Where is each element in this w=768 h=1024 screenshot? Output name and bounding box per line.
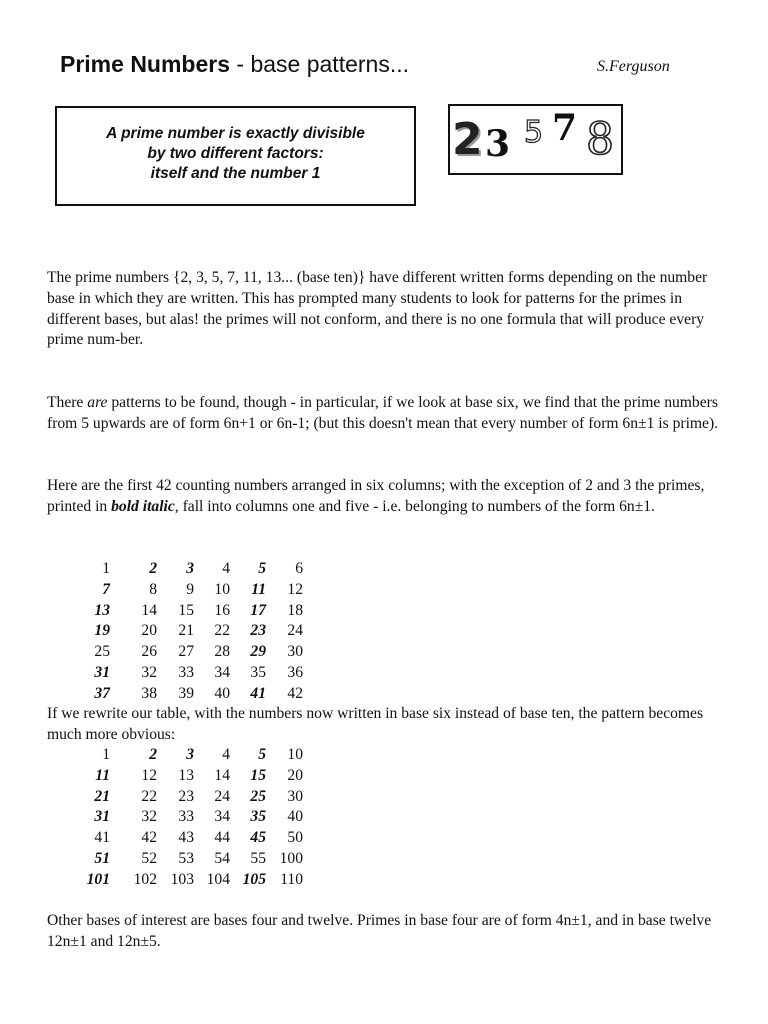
number-cell: 30 <box>287 787 303 805</box>
table-row <box>70 601 303 622</box>
other-bases-paragraph: Other bases of interest are bases four and twelve. Primes in base four are of form 4n±1, and in base twelve 12n±1 and 12n±5. <box>47 912 712 950</box>
table-row <box>70 870 303 891</box>
number-cell: 53 <box>178 849 194 867</box>
table-row <box>70 559 303 580</box>
number-cell: 21 <box>178 622 194 640</box>
number-cell: 15 <box>178 601 194 619</box>
number-cell: 54 <box>214 849 230 867</box>
title-subtitle: - base patterns... <box>230 51 409 77</box>
number-cell: 50 <box>287 829 303 847</box>
p3-bold-italic: bold italic <box>111 497 175 515</box>
prime-number-cell: 13 <box>94 601 110 619</box>
number-cell: 41 <box>94 829 110 847</box>
digit-2: 2 <box>452 114 483 165</box>
digit-8: 8 <box>586 114 614 165</box>
prime-number-cell: 51 <box>94 849 110 867</box>
number-cell: 10 <box>287 746 303 763</box>
number-cell: 42 <box>141 829 157 847</box>
number-cell: 23 <box>178 787 194 805</box>
prime-number-cell: 41 <box>250 684 266 702</box>
number-cell: 12 <box>141 766 157 784</box>
prime-number-cell: 17 <box>250 601 266 619</box>
number-cell: 34 <box>214 663 230 681</box>
table-row <box>70 828 303 849</box>
table-row <box>70 849 303 870</box>
number-cell: 33 <box>178 808 194 826</box>
number-cell: 100 <box>279 849 303 867</box>
prime-number-cell: 3 <box>186 746 194 763</box>
number-cell: 40 <box>287 808 303 826</box>
p3-after: , fall into columns one and five - i.e. belonging to numbers of the form 6n±1. <box>174 497 655 515</box>
number-cell: 33 <box>178 663 194 681</box>
prime-number-cell: 31 <box>94 663 110 681</box>
number-cell: 1 <box>102 746 110 763</box>
number-cell: 1 <box>102 560 110 577</box>
number-cell: 4 <box>222 746 230 763</box>
number-cell: 38 <box>141 684 157 702</box>
digit-5: 5 <box>524 115 544 150</box>
prime-number-cell: 2 <box>149 746 157 763</box>
number-cell: 22 <box>214 622 230 640</box>
number-cell: 16 <box>214 601 230 619</box>
table-row <box>70 684 303 705</box>
number-cell: 36 <box>287 663 303 681</box>
number-cell: 13 <box>178 766 194 784</box>
prime-number-cell: 37 <box>94 684 110 702</box>
prime-number-cell: 11 <box>95 766 110 784</box>
p2-emphasis: are <box>87 394 108 411</box>
number-cell: 39 <box>178 684 194 702</box>
number-cell: 9 <box>186 580 194 598</box>
definition-line-3: itself and the number 1 <box>150 165 321 182</box>
prime-number-cell: 11 <box>251 580 266 598</box>
number-cell: 104 <box>206 870 230 888</box>
number-cell: 32 <box>141 663 157 681</box>
prime-number-cell: 19 <box>94 622 110 640</box>
digit-7: 7 <box>552 107 578 149</box>
number-cell: 24 <box>214 787 230 805</box>
number-cell: 35 <box>250 663 266 681</box>
number-cell: 14 <box>214 766 230 784</box>
number-cell: 12 <box>287 580 303 598</box>
number-cell: 52 <box>141 849 157 867</box>
prime-number-cell: 7 <box>102 580 110 598</box>
prime-number-cell: 23 <box>250 622 266 640</box>
table-row <box>70 580 303 601</box>
table-row <box>70 745 303 766</box>
number-cell: 55 <box>250 849 266 867</box>
table-row <box>70 787 303 808</box>
base-ten-table <box>70 559 303 705</box>
table-row <box>70 766 303 787</box>
number-cell: 44 <box>214 829 230 847</box>
columns-paragraph <box>47 476 727 518</box>
digit-3: 3 <box>485 123 511 165</box>
table-row <box>70 663 303 684</box>
number-cell: 10 <box>214 580 230 598</box>
author-name: S.Ferguson <box>597 58 670 75</box>
base-six-paragraph <box>47 393 727 435</box>
number-cell: 103 <box>170 870 194 888</box>
number-cell: 18 <box>287 601 303 619</box>
title-bold: Prime Numbers <box>60 51 231 77</box>
number-cell: 8 <box>149 580 157 598</box>
number-cell: 6 <box>295 560 303 577</box>
number-cell: 42 <box>287 684 303 702</box>
prime-number-cell: 105 <box>242 870 266 888</box>
prime-number-cell: 35 <box>250 808 266 826</box>
number-cell: 20 <box>287 766 303 784</box>
number-cell: 25 <box>94 643 110 661</box>
table-row <box>70 621 303 642</box>
definition-text <box>57 124 414 184</box>
definition-line-1: A prime number is exactly divisible <box>106 125 365 142</box>
prime-number-cell: 25 <box>250 787 266 805</box>
number-cell: 20 <box>141 622 157 640</box>
number-cell: 110 <box>280 870 303 888</box>
number-cell: 22 <box>141 787 157 805</box>
number-cell: 43 <box>178 829 194 847</box>
prime-number-cell: 2 <box>149 560 157 577</box>
prime-number-cell: 101 <box>86 870 110 888</box>
number-cell: 27 <box>178 643 194 661</box>
page-title <box>60 51 409 78</box>
number-cell: 28 <box>214 643 230 661</box>
p2-before: There <box>47 394 88 411</box>
prime-number-cell: 29 <box>250 643 266 661</box>
prime-number-cell: 5 <box>258 746 266 763</box>
number-cell: 34 <box>214 808 230 826</box>
rewrite-paragraph: If we rewrite our table, with the numbers now written in base six instead of base ten, the pattern becomes much more obvious: <box>47 705 704 743</box>
number-cell: 30 <box>287 643 303 661</box>
number-cell: 14 <box>141 601 157 619</box>
number-cell: 102 <box>133 870 157 888</box>
p2-after: patterns to be found, though - in particular, if we look at base six, we find that the prime numbers from 5 upwards are of form 6n+1 or 6n-1; (but this doesn't mean that every number of form 6n±1 is prime). <box>47 394 719 432</box>
definition-line-2: by two different factors: <box>147 145 324 162</box>
table-row <box>70 807 303 828</box>
intro-paragraph: The prime numbers {2, 3, 5, 7, 11, 13... (base ten)} have different written forms depending on the number base in which they are written. This has prompted many students to look for patterns for the primes in different bases, but alas! the primes will not conform, and there is no one formula that will produce every prime num-ber. <box>47 269 708 349</box>
prime-number-cell: 31 <box>94 808 110 826</box>
number-cell: 24 <box>287 622 303 640</box>
prime-digits-graphic <box>448 104 623 175</box>
base-six-table <box>70 745 303 891</box>
number-cell: 26 <box>141 643 157 661</box>
prime-number-cell: 45 <box>250 829 266 847</box>
table-row <box>70 642 303 663</box>
prime-number-cell: 5 <box>258 560 266 577</box>
prime-number-cell: 15 <box>250 766 266 784</box>
p3-before: Here are the first 42 counting numbers arranged in six columns; with the exception of 2 and 3 the primes, printed in <box>47 477 705 515</box>
definition-box <box>55 106 416 206</box>
number-cell: 32 <box>141 808 157 826</box>
prime-number-cell: 3 <box>186 560 194 577</box>
number-cell: 40 <box>214 684 230 702</box>
prime-number-cell: 21 <box>94 787 110 805</box>
number-cell: 4 <box>222 560 230 577</box>
